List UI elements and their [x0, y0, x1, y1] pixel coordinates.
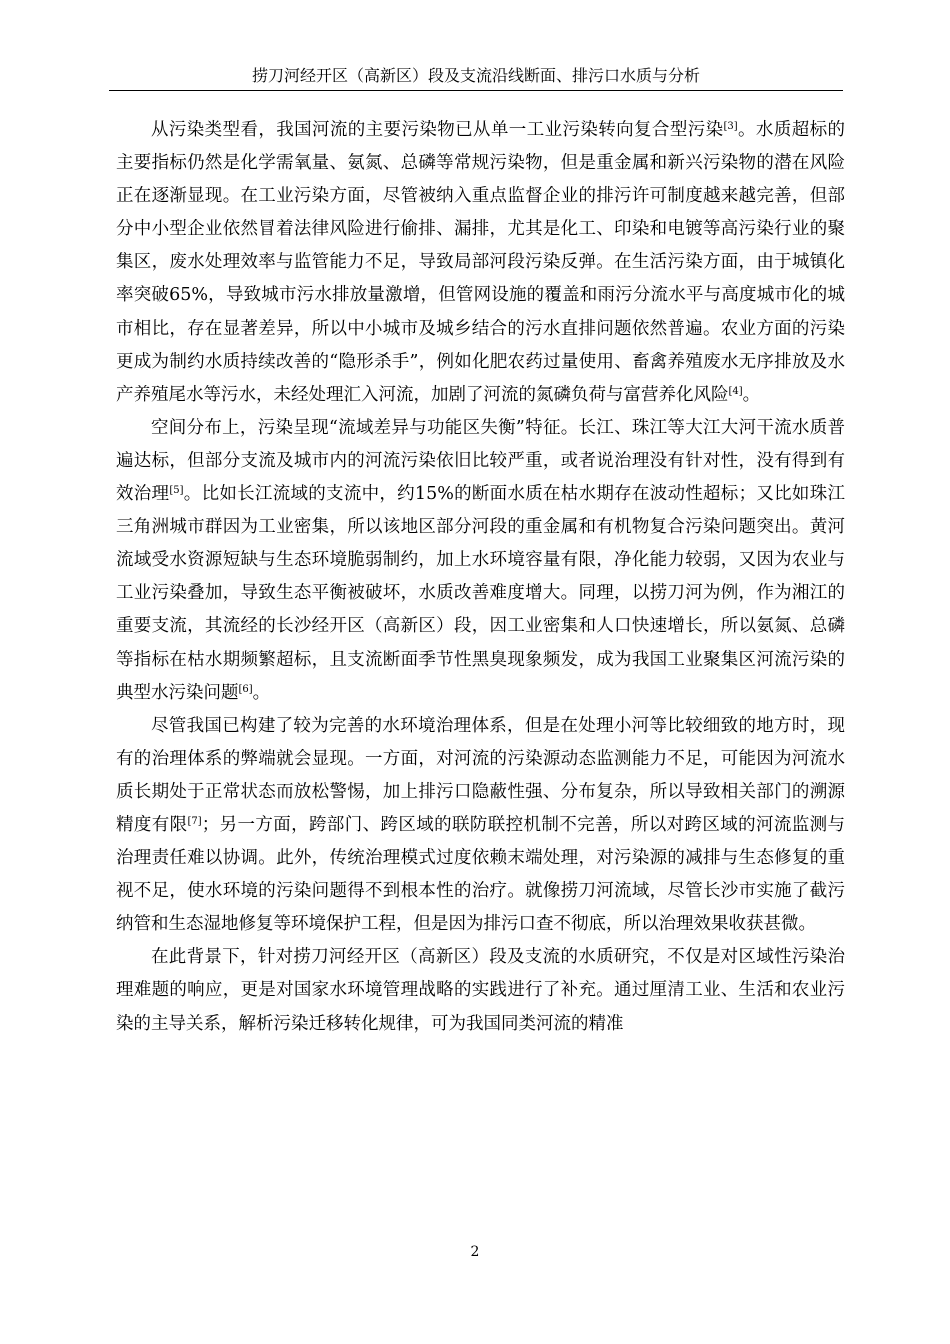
paragraph — [116, 412, 845, 710]
text-run: 尽管我国已构建了较为完善的水环境治理体系，但是在处理小河等比较细致的地方时，现有的治理体系的弊端就会显现。一方面，对河流的污染源动态监测能力不足，可能因为河流水质长期处于正常状态而放松警惕，加上排污口隐蔽性强、分布复杂，所以导致相关部门的溯源精度有限 — [116, 715, 845, 835]
citation: [3] — [723, 121, 738, 132]
paragraph — [116, 710, 845, 942]
header-rule — [109, 90, 843, 91]
paragraph — [116, 114, 845, 412]
text-run: ；另一方面，跨部门、跨区域的联防联控机制不完善，所以对跨区域的河流监测与治理责任难以协调。此外，传统治理模式过度依赖末端处理，对污染源的减排与生态修复的重视不足，使水环境的污染问题得不到根本性的治疗。就像捞刀河流域，尽管长沙市实施了截污纳管和生态湿地修复等环境保护工程，但是因为排污口查不彻底，所以治理效果收获甚微。 — [116, 814, 846, 935]
text-run: 空间分布上，污染呈现“流域差异与功能区失衡”特征。长江、珠江等大江大河干流水质普遍达标，但部分支流及城市内的河流污染依旧比较严重，或者说治理没有针对性，没有得到有效治理 — [116, 417, 845, 505]
text-run: 。比如长江流域的支流中，约15%的断面水质在枯水期存在波动性超标；又比如珠江三角洲城市群因为工业密集，所以该地区部分河段的重金属和有机物复合污染问题突出。黄河流域受水资源短缺与生态环境脆弱制约，加上水环境容量有限，净化能力较弱，又因为农业与工业污染叠加，导致生态平衡被破坏，水质改善难度增大。同理，以捞刀河为例，作为湘江的重要支流，其流经的长沙经开区（高新区）段，因工业密集和人口快速增长，所以氨氮、总磷等指标在枯水期频繁超标，且支流断面季节性黑臭现象频发，成为我国工业聚集区河流污染的典型水污染问题 — [116, 484, 845, 703]
citation: [6] — [238, 683, 253, 695]
page-number: 2 — [470, 1244, 480, 1260]
citation: [5] — [169, 485, 184, 497]
citation: [4] — [728, 385, 743, 397]
text-run: 。 — [252, 682, 271, 703]
text-run: 。 — [742, 384, 761, 405]
text-run: 在此背景下，针对捞刀河经开区（高新区）段及支流的水质研究，不仅是对区域性污染治理难题的响应，更是对国家水环境管理战略的实践进行了补充。通过厘清工业、生活和农业污染的主导关系，解析污染迁移转化规律，可为我国同类河流的精准 — [116, 947, 845, 1034]
running-header: 捞刀河经开区（高新区）段及支流沿线断面、排污口水质与分析 — [251, 66, 700, 85]
text-run: 。水质超标的主要指标仍然是化学需氧量、氨氮、总磷等常规污染物，但是重金属和新兴污染物的潜在风险正在逐渐显现。在工业污染方面，尽管被纳入重点监督企业的排污许可制度越来越完善，但部分中小型企业依然冒着法律风险进行偷排、漏排，尤其是化工、印染和电镀等高污染行业的聚集区，废水处理效率与监管能力不足，导致局部河段污染反弹。在生活污染方面，由于城镇化率突破65%，导致城市污水排放量激增，但管网设施的覆盖和雨污分流水平与高度城市化的城市相比，存在显著差异，所以中小城市及城乡结合的污水直排问题依然普遍。农业方面的污染更成为制约水质持续改善的“隐形杀手”，例如化肥农药过量使用、畜禽养殖废水无序排放及水产养殖尾水等污水，未经处理汇入河流，加剧了河流的氮磷负荷与富营养化风险 — [116, 120, 845, 405]
text-run: 从污染类型看，我国河流的主要污染物已从单一工业污染转向复合型污染 — [151, 120, 724, 140]
paragraph — [116, 941, 845, 1040]
body-text — [116, 114, 845, 1041]
citation: [7] — [187, 815, 202, 827]
